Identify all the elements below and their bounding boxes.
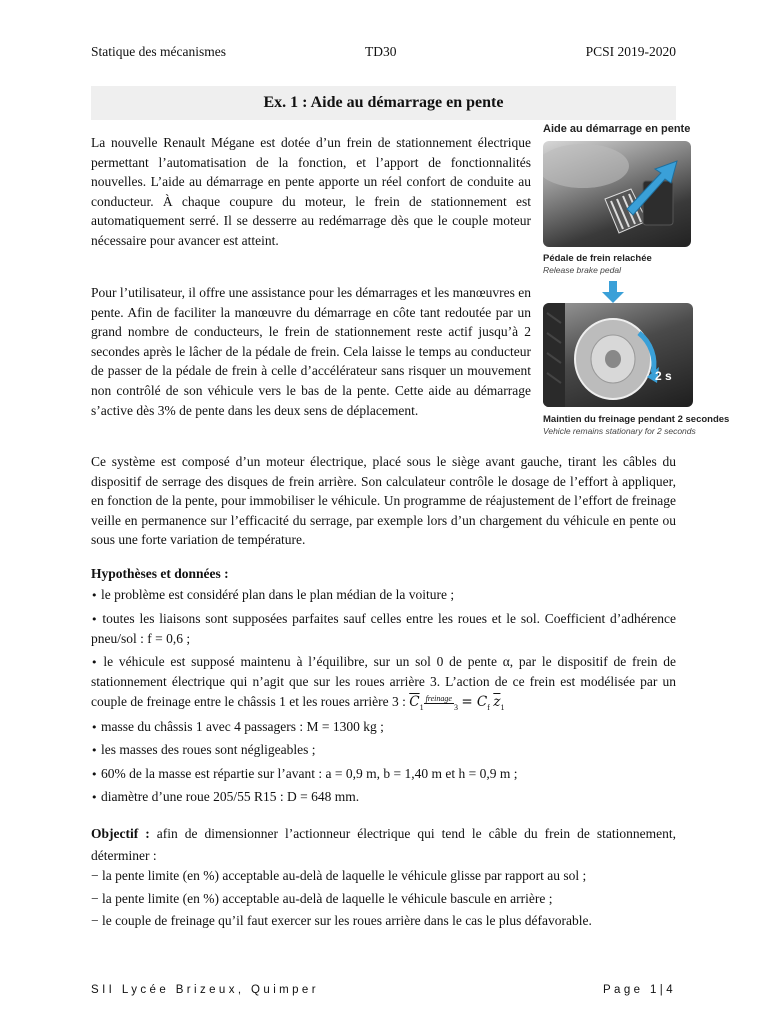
duration-badge: 2 s xyxy=(655,369,672,383)
hill-start-figure xyxy=(541,123,741,443)
hypotheses-list xyxy=(91,585,676,811)
footer-page-number: Page 1|4 xyxy=(602,984,676,996)
bullet-icon: • xyxy=(91,767,101,781)
bullet-icon: • xyxy=(91,791,101,805)
caption-release-en: Release brake pedal xyxy=(543,265,621,275)
header-td: TD30 xyxy=(365,44,397,59)
caption-hold-en: Vehicle remains stationary for 2 seconds xyxy=(543,426,696,436)
objective-paragraph xyxy=(91,823,676,867)
list-item: − le couple de freinage qu’il faut exercer sur les roues arrière dans le cas le plus défavorable. xyxy=(91,913,592,928)
list-item: • toutes les liaisons sont supposées parfaites sauf celles entre les roues et le sol. Coefficient d’adhérence pneu/sol : f = 0,6 ; xyxy=(91,610,676,647)
caption-hold-fr: Maintien du freinage pendant 2 secondes xyxy=(543,414,730,425)
brake-pedal-illustration xyxy=(543,141,691,247)
formula-z-vector: $\overline{z}$ xyxy=(493,693,501,710)
objective-list xyxy=(91,865,676,933)
formula-couple-symbol: $\overline{C}$ xyxy=(409,693,420,710)
hypotheses-title: Hypothèses et données : xyxy=(91,566,229,581)
bullet-icon: • xyxy=(91,655,104,669)
list-item: • les masses des roues sont négligeables ; xyxy=(91,742,316,758)
header-course: Statique des mécanismes xyxy=(91,44,226,59)
header-year: PCSI 2019-2020 xyxy=(585,44,676,59)
bullet-icon: • xyxy=(91,589,101,602)
figure-title: Aide au démarrage en pente xyxy=(543,123,691,135)
bullet-icon: • xyxy=(91,612,103,626)
list-item: − la pente limite (en %) acceptable au-delà de laquelle le véhicule bascule en arrière ; xyxy=(91,890,553,906)
page-header xyxy=(91,44,676,62)
footer-school: SII Lycée Brizeux, Quimper xyxy=(91,984,319,996)
list-item: • 60% de la masse est répartie sur l’avant : a = 0,9 m, b = 1,40 m et h = 0,9 m ; xyxy=(91,765,518,781)
paragraph-intro: La nouvelle Renault Mégane est dotée d’un frein de stationnement électrique permettant l’automatisation de la fonction, et l’apport de fonctionnalités nouvelles. L’aide au démarrage en pente apporte un réel confort de conduite au conducteur. À chaque coupure du moteur, le frein de stationnement est automatiquement serré. Il se desserre au redémarrage dès que le couple moteur nécessaire pour avancer est atteint. xyxy=(91,135,531,248)
brake-pedal-photo xyxy=(543,141,691,247)
brake-disc-illustration xyxy=(543,303,693,407)
exercise-title: Ex. 1 : Aide au démarrage en pente xyxy=(91,86,676,120)
paragraph-assistance: Pour l’utilisateur, il offre une assistance pour les démarrages et les manœuvres en pente. Afin de faciliter la manœuvre du démarrage en côte tant redoutée par un grand nombre de conducteurs, le frein de stationnement reste actif jusqu’à 2 secondes après le lâcher de la pédale de frein. Cela laisse le temps au conducteur de passer de la pédale de frein à celle d’accélérateur sans risquer un mouvement non contrôlé de son véhicule vers le bas de la pente. Cette aide au démarrage s’active dès 3% de pente dans les deux sens de déplacement. xyxy=(91,285,531,418)
list-item: • le problème est considéré plan dans le plan médian de la voiture ; xyxy=(91,587,455,602)
list-item: • le véhicule est supposé maintenu à l’équilibre, sur un sol 0 de pente α, par le dispositif de frein de stationnement électrique qui n’agit que sur les roues arrière 3. L’action de ce frein est modélisée par un couple de freinage entre le châssis 1 et les roues arrière 3 : $\overline{C}_1^{freinage}_3 = C_f$ $\overline{z}_1$ xyxy=(91,653,676,712)
caption-release-fr: Pédale de frein relachée xyxy=(543,253,652,264)
brake-disc-photo xyxy=(543,303,693,407)
list-item: − la pente limite (en %) acceptable au-delà de laquelle le véhicule glisse par rapport au sol ; xyxy=(91,868,587,883)
paragraph-system: Ce système est composé d’un moteur électrique, placé sous le siège avant gauche, tirant les câbles du dispositif de serrage des disques de frein arrière. Son calculateur contrôle le dosage de l’effort à appliquer, en fonction de la pente, pour immobiliser le véhicule. Un programme de réajustement de l’effort de freinage veille en permanence sur l’efficacité du serrage, par exemple lors d’un chargement du véhicule en pente ou sous une forte variation de température. xyxy=(91,454,676,548)
objective-label: Objectif : xyxy=(91,826,150,841)
formula-over-label: freinage xyxy=(425,693,452,703)
objective-text: afin de dimensionner l’actionneur électrique qui tend le câble du frein de stationnement, déterminer : xyxy=(91,826,677,863)
braking-couple-formula: $\overline{C}_1^{freinage}_3 = C_f$ $\overline{z}_1$ xyxy=(409,693,505,712)
bullet-icon: • xyxy=(91,744,101,758)
bullet-icon: • xyxy=(91,720,101,734)
list-item: • masse du châssis 1 avec 4 passagers : M = 1300 kg ; xyxy=(91,718,384,734)
page-footer xyxy=(91,984,676,1002)
list-item: • diamètre d’une roue 205/55 R15 : D = 648 mm. xyxy=(91,789,360,805)
arrow-down-icon xyxy=(601,281,625,303)
